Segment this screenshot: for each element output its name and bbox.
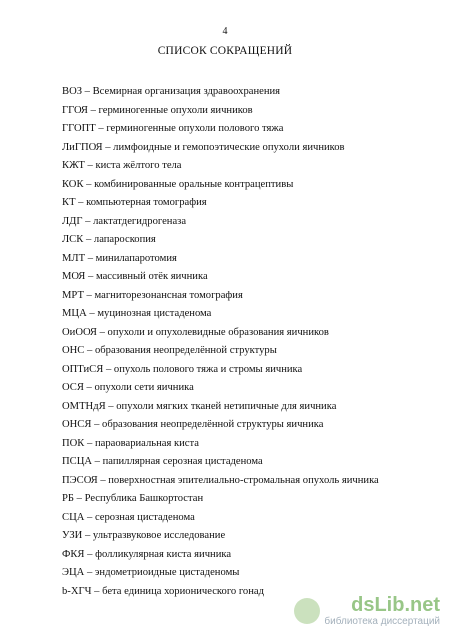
page-number: 4 [222, 26, 228, 37]
watermark-logo-icon [294, 598, 320, 624]
list-item: МЦА – муцинозная цистаденома [62, 308, 212, 319]
list-item: УЗИ – ультразвуковое исследование [62, 530, 226, 541]
list-item: ЛДГ – лактатдегидрогеназа [62, 215, 187, 227]
list-item: МРТ – магниторезонансная томография [62, 289, 243, 301]
watermark [294, 594, 440, 628]
list-item: КТ – компьютерная томография [62, 197, 207, 208]
list-item: МОЯ – массивный отёк яичника [62, 271, 208, 282]
list-item: ОСЯ – опухоли сети яичника [62, 382, 194, 393]
list-item: ОПТиСЯ – опухоль полового тяжа и стромы яичника [62, 363, 303, 375]
list-item: ЛСК – лапароскопия [62, 234, 156, 245]
watermark-brand: dsLib.net [351, 594, 440, 616]
watermark-tagline: библиотека диссертаций [324, 616, 440, 627]
list-item: МЛТ – минилапаротомия [62, 252, 177, 264]
list-item: КОК – комбинированные оральные контрацептивы [62, 178, 294, 190]
list-item: ГГОПТ – герминогенные опухоли полового тяжа [62, 123, 284, 134]
list-item: ОиООЯ – опухоли и опухолевидные образования яичников [62, 326, 329, 338]
list-item: ОНСЯ – образования неопределённой структуры яичника [62, 419, 324, 430]
list-item: ВОЗ – Всемирная организация здравоохранения [62, 86, 281, 97]
list-item: ПОК – параовариальная киста [62, 437, 199, 449]
list-item: ПСЦА – папиллярная серозная цистаденома [62, 456, 263, 467]
abbreviation-list [62, 83, 442, 601]
page-title: СПИСОК СОКРАЩЕНИЙ [157, 45, 293, 57]
list-item: ЛиГПОЯ – лимфоидные и гемопоэтические опухоли яичников [62, 141, 345, 153]
list-item: СЦА – серозная цистаденома [62, 511, 195, 523]
list-item: b-ХГЧ – бета единица хорионического гонад [62, 585, 264, 597]
list-item: ФКЯ – фолликулярная киста яичника [62, 548, 232, 560]
list-item: КЖТ – киста жёлтого тела [62, 160, 182, 171]
list-item: ОМТНдЯ – опухоли мягких тканей нетипичные для яичника [62, 400, 337, 412]
list-item: ОНС – образования неопределённой структуры [62, 345, 277, 356]
list-item: ГГОЯ – герминогенные опухоли яичников [62, 104, 253, 116]
list-item: РБ – Республика Башкортостан [62, 493, 204, 504]
list-item: ПЭСОЯ – поверхностная эпителиально-стромальная опухоль яичника [62, 474, 379, 486]
list-item: ЭЦА – эндометриоидные цистаденомы [62, 567, 240, 578]
